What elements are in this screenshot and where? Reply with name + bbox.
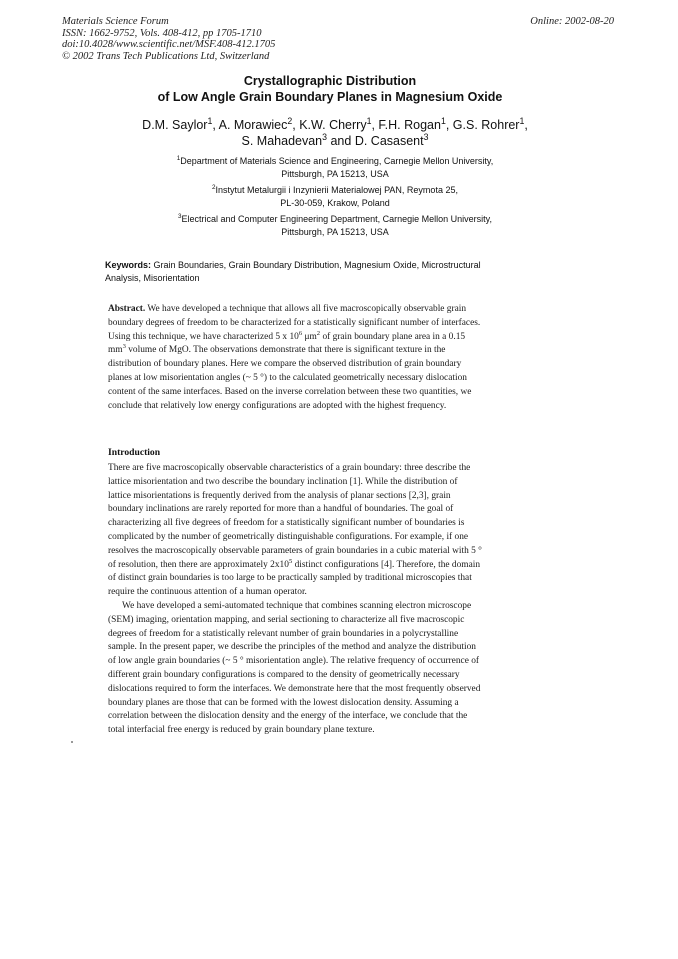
author-affiliation-mark: 1 bbox=[366, 115, 372, 126]
abstract-superscript: 6 bbox=[298, 329, 303, 337]
intro-line: boundary inclinations are rarely reported for more than a handful of boundaries. The goal of bbox=[108, 504, 454, 515]
intro-line: complicated by the number of geometrically distinguishable configurations. For example, if one bbox=[108, 531, 469, 542]
affiliation-number: 2 bbox=[212, 184, 216, 191]
abstract-superscript: 3 bbox=[122, 343, 126, 351]
intro-line: require the continuous attention of a human operator. bbox=[108, 587, 307, 598]
author-separator: , bbox=[371, 118, 379, 132]
intro-text: distinct configurations [4]. Therefore, the domain bbox=[292, 559, 481, 570]
abstract-superscript: 2 bbox=[316, 329, 321, 337]
intro-line: total interfacial free energy is reduced by grain boundary plane texture. bbox=[108, 725, 375, 736]
affiliation-text: Department of Materials Science and Engineering, Carnegie Mellon University, bbox=[180, 156, 494, 166]
title-line-1: Crystallographic Distribution bbox=[243, 74, 417, 88]
intro-line: lattice misorientation and two describe the boundary inclination [1]. While the distribution of bbox=[108, 476, 458, 487]
affiliation-2 bbox=[90, 184, 580, 209]
intro-line bbox=[108, 559, 560, 573]
abstract-line: content of the same interfaces. Based on the inverse correlation between these two quantities, we bbox=[108, 386, 472, 397]
affiliation-1 bbox=[90, 155, 580, 180]
intro-line: different grain boundary configurations is compared to the density of geometrically necessary bbox=[108, 669, 460, 680]
doi-line: doi:10.4028/www.scientific.net/MSF.408-412.1705 bbox=[62, 39, 276, 50]
author-name: D.M. Saylor bbox=[142, 118, 208, 132]
keywords-block bbox=[105, 259, 560, 284]
intro-line: (SEM) imaging, orientation mapping, and serial sectioning to characterize all five macroscopic bbox=[108, 614, 465, 625]
title-line-2: of Low Angle Grain Boundary Planes in Magnesium Oxide bbox=[157, 90, 503, 104]
affiliation-text: Pittsburgh, PA 15213, USA bbox=[281, 226, 389, 237]
keywords-text: Grain Boundaries, Grain Boundary Distribution, Magnesium Oxide, Microstructural bbox=[153, 260, 481, 270]
author-affiliation-mark: 3 bbox=[322, 131, 327, 142]
author-separator: , bbox=[524, 118, 528, 132]
author-affiliation-mark: 1 bbox=[440, 115, 446, 126]
affiliation-3 bbox=[90, 213, 580, 238]
author-name: S. Mahadevan bbox=[241, 134, 323, 148]
authors-line-1 bbox=[80, 117, 590, 133]
affiliation-text: PL-30-059, Krakow, Poland bbox=[280, 197, 390, 208]
abstract-line bbox=[108, 331, 560, 345]
intro-line: characterizing all five degrees of freedom for a statistically significant number of boundaries is bbox=[108, 518, 465, 529]
intro-line: degrees of freedom for a statistically relevant number of grain boundaries in a polycrystalline bbox=[108, 628, 459, 639]
author-list bbox=[80, 117, 590, 149]
author-affiliation-mark: 3 bbox=[423, 131, 429, 142]
abstract-text: of grain boundary plane area in a 0.15 bbox=[320, 331, 466, 342]
author-name: A. Morawiec bbox=[218, 118, 288, 132]
intro-line: We have developed a semi-automated technique that combines scanning electron microscope bbox=[122, 600, 472, 611]
introduction-body bbox=[108, 462, 560, 738]
issn-line: ISSN: 1662-9752, Vols. 408-412, pp 1705-1710 bbox=[62, 27, 262, 39]
intro-line: resolves the macroscopically observable parameters of grain boundaries in a cubic material with 5 ° bbox=[108, 545, 482, 556]
keywords-text: Analysis, Misorientation bbox=[105, 272, 200, 283]
author-name: G.S. Rohrer bbox=[452, 118, 520, 132]
abstract-block bbox=[108, 303, 560, 413]
section-heading-introduction: Introduction bbox=[108, 447, 161, 458]
online-date: Online: 2002-08-20 bbox=[530, 16, 614, 27]
authors-line-2 bbox=[80, 133, 590, 149]
keywords-line bbox=[105, 259, 560, 272]
affiliation-line bbox=[90, 155, 580, 168]
scan-speck bbox=[71, 741, 73, 743]
intro-text: of resolution, then there are approximately 2x10 bbox=[108, 559, 289, 570]
abstract-line bbox=[108, 344, 560, 358]
intro-line: lattice misorientations is frequently derived from the analysis of planar sections [2,3], grain bbox=[108, 490, 451, 501]
abstract-text: Using this technique, we have characterized 5 x 10 bbox=[108, 331, 299, 342]
author-name: F.H. Rogan bbox=[378, 118, 441, 132]
author-separator: , bbox=[292, 118, 300, 132]
intro-line: sample. In the present paper, we describe the principles of the method and analyze the distribution bbox=[108, 642, 476, 653]
affiliation-number: 1 bbox=[176, 155, 181, 162]
intro-line: correlation between the dislocation density and the energy of the interface, we conclude that the bbox=[108, 711, 468, 722]
abstract-text: mm bbox=[108, 345, 123, 356]
author-affiliation-mark: 1 bbox=[519, 115, 525, 126]
intro-line: of distinct grain boundaries is too large to be practically sampled by traditional microscopies that bbox=[108, 573, 472, 584]
keywords-label: Keywords: bbox=[105, 260, 152, 270]
abstract-line bbox=[108, 303, 560, 317]
paper-title bbox=[80, 73, 580, 105]
intro-line: boundary planes are those that can be formed with the lowest dislocation density. Assuming a bbox=[108, 697, 459, 708]
author-affiliation-mark: 1 bbox=[207, 115, 213, 126]
journal-name: Materials Science Forum bbox=[62, 16, 169, 27]
author-separator: and bbox=[327, 134, 355, 148]
author-name: D. Casasent bbox=[354, 134, 424, 148]
abstract-line: planes at low misorientation angles (~ 5 °) to the calculated geometrically necessary dislocation bbox=[108, 372, 467, 383]
affiliation-text: Pittsburgh, PA 15213, USA bbox=[281, 168, 389, 179]
copyright-line: © 2002 Trans Tech Publications Ltd, Switzerland bbox=[62, 50, 270, 62]
intro-superscript: 5 bbox=[288, 557, 293, 565]
abstract-label: Abstract. bbox=[108, 304, 146, 314]
intro-line: There are five macroscopically observable characteristics of a grain boundary: three describe the bbox=[108, 463, 471, 473]
affiliation-text: Electrical and Computer Engineering Department, Carnegie Mellon University, bbox=[181, 214, 492, 224]
author-separator: , bbox=[212, 118, 219, 132]
intro-line: dislocations required to form the interfaces. We demonstrate here that the most frequently observed bbox=[108, 683, 481, 694]
author-name: K.W. Cherry bbox=[299, 118, 367, 132]
journal-header bbox=[62, 16, 275, 62]
affiliation-line bbox=[90, 184, 580, 197]
intro-line: of low angle grain boundaries (~ 5 ° misorientation angle). The relative frequency of occurrence of bbox=[108, 656, 480, 667]
abstract-line: conclude that relatively low energy configurations are adopted with the highest frequency. bbox=[108, 400, 447, 411]
author-separator: , bbox=[445, 118, 453, 132]
abstract-text: μm bbox=[302, 331, 317, 342]
affiliation-text: Instytut Metalurgii i Inzynierii Materialowej PAN, Reymota 25, bbox=[215, 185, 458, 195]
abstract-text: We have developed a technique that allows all five macroscopically observable grain bbox=[147, 304, 467, 314]
abstract-text: volume of MgO. The observations demonstrate that there is significant texture in the bbox=[125, 345, 446, 356]
abstract-line: distribution of boundary planes. Here we compare the observed distribution of grain boundary bbox=[108, 359, 462, 370]
affiliation-number: 3 bbox=[178, 213, 182, 220]
affiliation-line bbox=[90, 213, 580, 226]
author-affiliation-mark: 2 bbox=[287, 115, 293, 126]
abstract-line: boundary degrees of freedom to be characterized for a statistically significant number of interfaces. bbox=[108, 317, 481, 328]
